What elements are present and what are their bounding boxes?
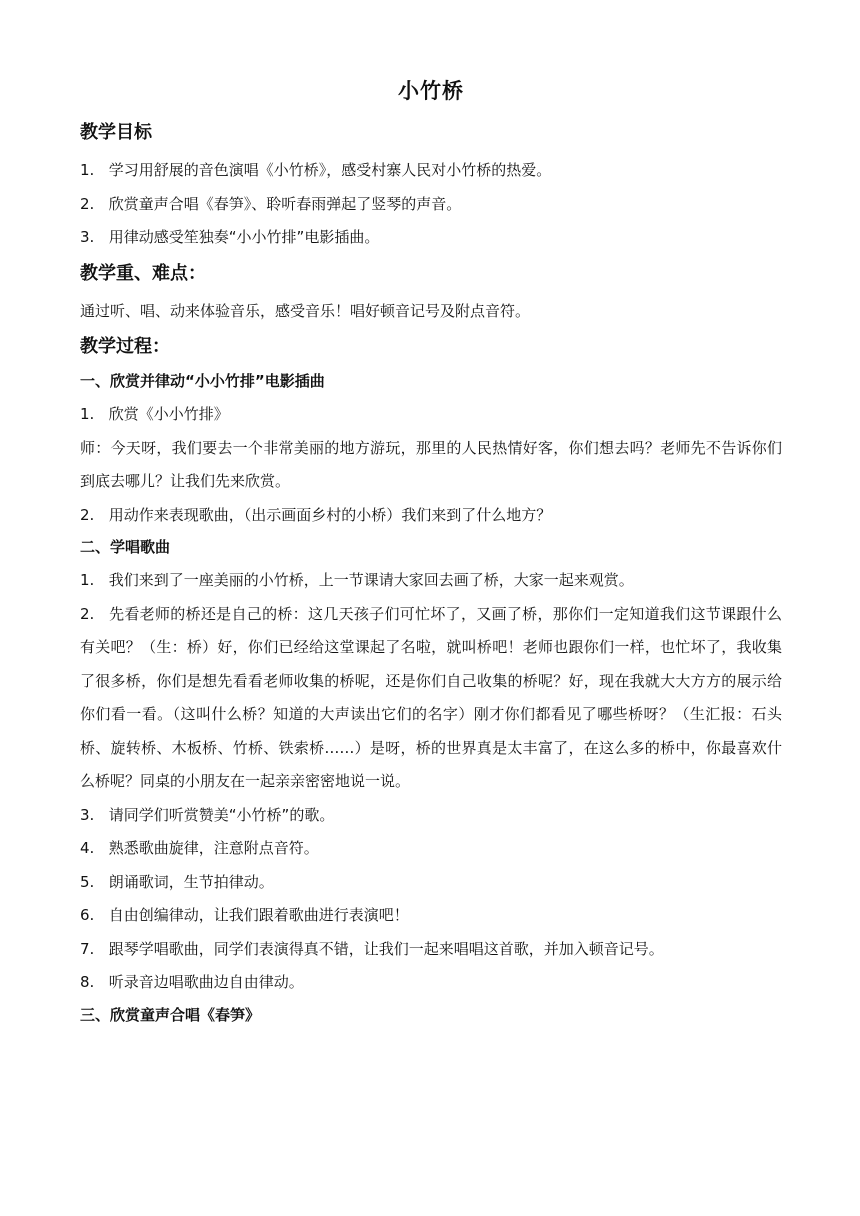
section-two-item: [80, 899, 782, 933]
item-number: 2.: [80, 194, 95, 213]
item-text: 欣赏童声合唱《春笋》、聆听春雨弹起了竖琴的声音。: [108, 194, 462, 213]
section-one-paragraph: 师：今天呀，我们要去一个非常美丽的地方游玩，那里的人民热情好客，你们想去吗？老师先不告诉你们到底去哪儿？让我们先来欣赏。: [80, 438, 782, 490]
document-title: 小竹桥: [398, 79, 464, 103]
section-two-item: [80, 966, 782, 1000]
item-number: 3.: [80, 805, 95, 824]
item-number: 1.: [80, 405, 95, 423]
section-two-item: [80, 598, 782, 799]
item-number: 2.: [80, 604, 95, 623]
item-number: 8.: [80, 973, 95, 991]
section-two-heading: 二、学唱歌曲: [80, 538, 171, 556]
section-one-heading: 一、欣赏并律动“小小竹排”电影插曲: [80, 372, 325, 390]
key-points-heading: 教学重、难点：: [80, 262, 206, 284]
item-number: 6.: [80, 906, 95, 924]
section-two-item: [80, 933, 782, 967]
item-number: 3.: [80, 228, 95, 246]
item-text: 请同学们听赏赞美“小竹桥”的歌。: [108, 805, 335, 824]
objective-item: [80, 154, 782, 188]
item-text: 学习用舒展的音色演唱《小竹桥》，感受村寨人民对小竹桥的热爱。: [108, 161, 552, 179]
section-one-item: [80, 499, 782, 533]
item-text: 用律动感受笙独奏“小小竹排”电影插曲。: [108, 228, 380, 246]
item-number: 5.: [80, 872, 95, 891]
item-text: 自由创编律动，让我们跟着歌曲进行表演吧！: [108, 906, 409, 924]
process-heading: 教学过程：: [80, 336, 170, 357]
section-two-item: [80, 832, 782, 866]
item-number: 4.: [80, 839, 95, 857]
item-text: 跟琴学唱歌曲，同学们表演得真不错，让我们一起来唱唱这首歌，并加入顿音记号。: [108, 939, 664, 958]
item-number: 2.: [80, 505, 95, 524]
item-number: 1.: [80, 161, 95, 179]
section-three-heading: 三、欣赏童声合唱《春笋》: [80, 1005, 261, 1024]
item-text: 先看老师的桥还是自己的桥：这几天孩子们可忙坏了，又画了桥，那你们一定知道我们这节课跟什么有关吧？（生：桥）好，你们已经给这堂课起了名啦，就叫桥吧！老师也跟你们一样，也忙坏了，我收集了很多桥，你们是想先看看老师收集的桥呢，还是你们自己收集的桥呢？好，现在我就大大方方的展示给你们看一看。（这叫什么桥？知道的大声读出它们的名字）刚才你们都看见了哪些桥呀？（生汇报：石头桥、旋转桥、木板桥、竹桥、铁索桥……）是呀，桥的世界真是太丰富了，在这么多的桥中，你最喜欢什么桥呢？同桌的小朋友在一起亲亲密密地说一说。: [80, 604, 782, 790]
item-text: 我们来到了一座美丽的小竹桥，上一节课请大家回去画了桥，大家一起来观赏。: [108, 571, 634, 589]
document-page: [80, 74, 782, 1032]
objective-item: [80, 221, 782, 255]
section-one-item: [80, 398, 782, 432]
item-text: 欣赏《小小竹排》: [108, 405, 229, 423]
item-text: 用动作来表现歌曲，（出示画面乡村的小桥）我们来到了什么地方？: [108, 505, 552, 524]
item-number: 1.: [80, 571, 95, 589]
objectives-heading: 教学目标: [80, 122, 152, 143]
key-points-text: 通过听、唱、动来体验音乐，感受音乐！唱好顿音记号及附点音符。: [80, 301, 531, 320]
item-number: 7.: [80, 939, 95, 958]
section-two-item: [80, 564, 782, 598]
item-text: 听录音边唱歌曲边自由律动。: [108, 973, 304, 991]
objectives-list: [80, 154, 782, 255]
section-two-item: [80, 866, 782, 900]
section-two-item: [80, 799, 782, 833]
item-text: 朗诵歌词，生节拍律动。: [108, 872, 274, 891]
item-text: 熟悉歌曲旋律，注意附点音符。: [108, 839, 319, 857]
objective-item: [80, 188, 782, 222]
